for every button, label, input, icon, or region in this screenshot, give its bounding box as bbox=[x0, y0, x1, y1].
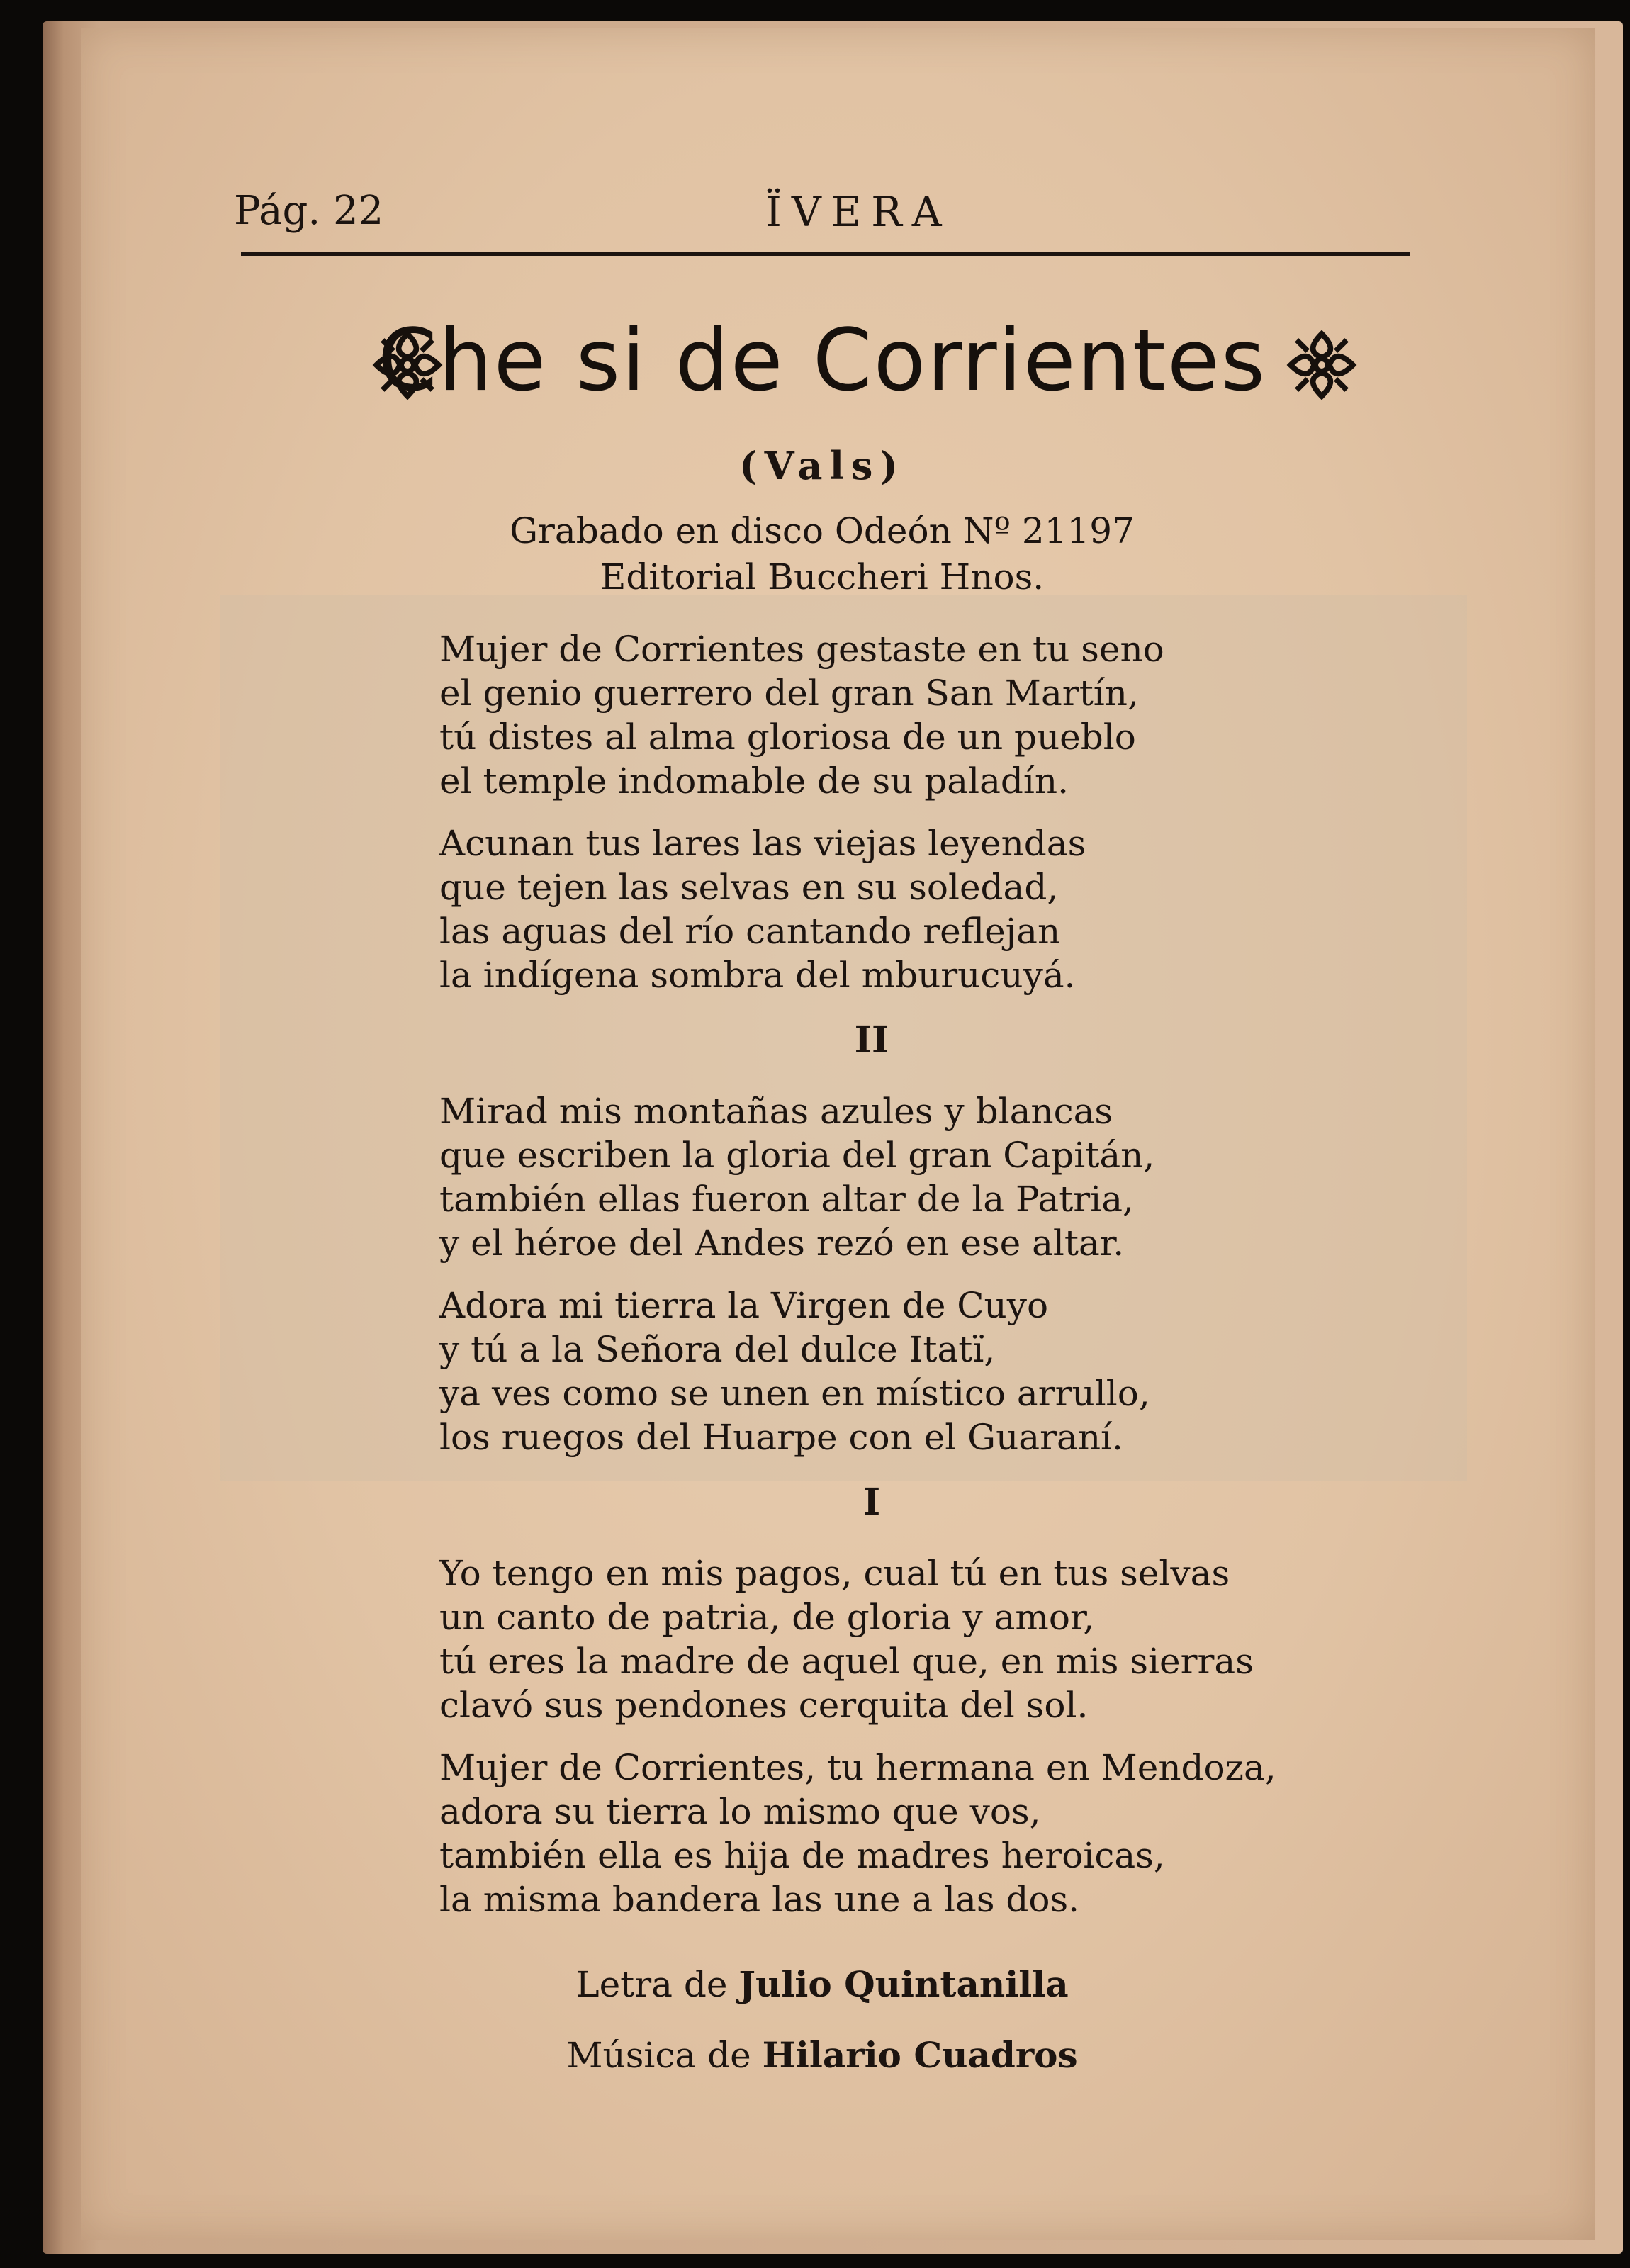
lyric-line: la misma bandera las une a las dos. bbox=[439, 1879, 1080, 1920]
recording-info: Grabado en disco Odeón Nº 21197 bbox=[510, 510, 1135, 551]
lyric-line: tú distes al alma gloriosa de un pueblo bbox=[439, 717, 1136, 758]
lyric-line: Acunan tus lares las viejas leyendas bbox=[439, 823, 1086, 864]
page-number: Pág. 22 bbox=[234, 188, 384, 234]
lyric-line: Yo tengo en mis pagos, cual tú en tus selvas bbox=[439, 1553, 1230, 1594]
quatrefoil-ornament-icon bbox=[1283, 326, 1361, 404]
lyric-line: también ella es hija de madres heroicas, bbox=[439, 1835, 1165, 1876]
lyric-line: ya ves como se unen en místico arrullo, bbox=[439, 1373, 1150, 1414]
lyric-line: un canto de patria, de gloria y amor, bbox=[439, 1597, 1095, 1638]
stanza bbox=[439, 1089, 1432, 1265]
stanza bbox=[439, 1284, 1432, 1459]
lyric-line: la indígena sombra del mburucuyá. bbox=[439, 955, 1076, 996]
lyric-line: Mujer de Corrientes gestaste en tu seno bbox=[439, 629, 1164, 670]
header-rule bbox=[241, 252, 1410, 256]
lyric-line: el temple indomable de su paladín. bbox=[439, 760, 1069, 802]
lyrics-credit bbox=[234, 1963, 1410, 2005]
stanza bbox=[439, 1551, 1432, 1727]
section-heading-i: I bbox=[862, 1481, 881, 1524]
stanza bbox=[439, 821, 1432, 997]
lyrics bbox=[439, 627, 1432, 1940]
lyric-line: Mirad mis montañas azules y blancas bbox=[439, 1091, 1113, 1132]
lyric-line: que escriben la gloria del gran Capitán, bbox=[439, 1135, 1155, 1176]
music-credit bbox=[234, 2034, 1410, 2076]
lyricist-name: Julio Quintanilla bbox=[738, 1963, 1069, 2005]
title-row bbox=[234, 312, 1410, 425]
publisher-info: Editorial Buccheri Hnos. bbox=[600, 556, 1045, 597]
lyrics-credit-prefix: Letra de bbox=[575, 1964, 728, 2005]
page-header bbox=[234, 188, 1410, 245]
lyric-line: que tejen las selvas en su soledad, bbox=[439, 867, 1059, 908]
running-head: ÏVERA bbox=[765, 188, 952, 236]
stanza bbox=[439, 1746, 1432, 1921]
music-credit-prefix: Música de bbox=[566, 2035, 751, 2076]
composer-name: Hilario Cuadros bbox=[762, 2034, 1078, 2076]
section-heading-ii: II bbox=[854, 1018, 889, 1062]
lyric-line: los ruegos del Huarpe con el Guaraní. bbox=[439, 1417, 1123, 1458]
lyric-line: el genio guerrero del gran San Martín, bbox=[439, 673, 1139, 714]
lyric-line: también ellas fueron altar de la Patria, bbox=[439, 1179, 1134, 1220]
song-title: Che si de Corrientes bbox=[377, 312, 1267, 410]
lyric-line: las aguas del río cantando reflejan bbox=[439, 911, 1061, 952]
lyric-line: Adora mi tierra la Virgen de Cuyo bbox=[439, 1285, 1049, 1326]
lyric-line: y el héroe del Andes rezó en ese altar. bbox=[439, 1223, 1125, 1264]
lyric-line: tú eres la madre de aquel que, en mis sierras bbox=[439, 1641, 1254, 1682]
lyric-line: clavó sus pendones cerquita del sol. bbox=[439, 1685, 1089, 1726]
lyric-line: Mujer de Corrientes, tu hermana en Mendoza, bbox=[439, 1747, 1276, 1788]
lyric-line: y tú a la Señora del dulce Itatï, bbox=[439, 1329, 996, 1370]
lyric-line: adora su tierra lo mismo que vos, bbox=[439, 1791, 1041, 1832]
stanza bbox=[439, 627, 1432, 803]
song-subtitle: (Vals) bbox=[739, 443, 905, 488]
